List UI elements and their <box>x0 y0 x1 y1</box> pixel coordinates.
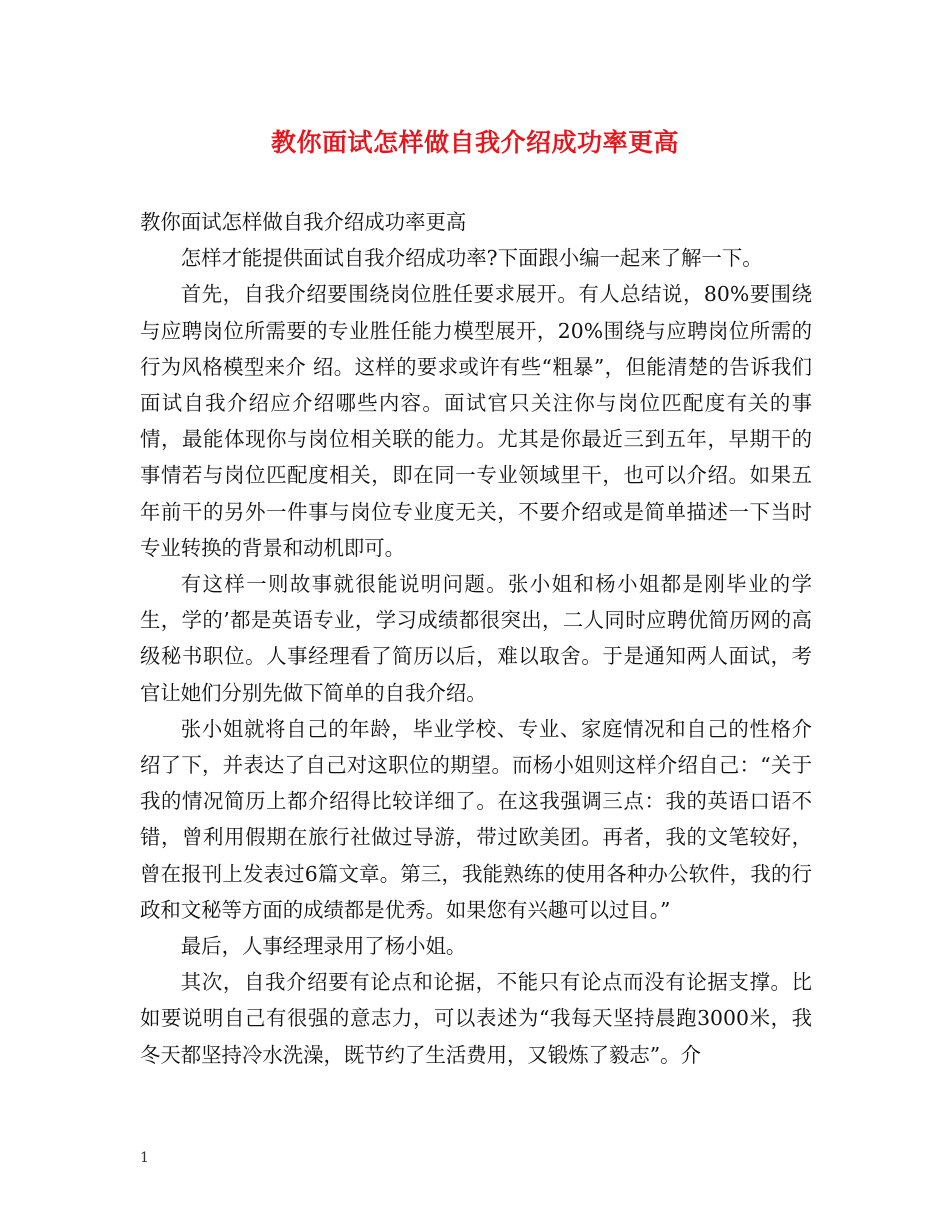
document-title: 教你面试怎样做自我介绍成功率更高 <box>270 128 679 157</box>
document-subtitle: 教你面试怎样做自我介绍成功率更高 <box>140 210 467 234</box>
paragraph-outcome: 最后，人事经理录用了杨小姐。 <box>180 934 467 959</box>
paragraph-second-point: 其次，自我介绍要有论点和论据，不能只有论点而没有论据支撑。比如要说明自己有很强的意志力，可以表述为“我每天坚持晨跑3000米，我冬天都坚持冷水洗澡，既节约了生活费用，又锻炼了毅志”。介 <box>140 970 812 1067</box>
paragraph-story: 有这样一则故事就很能说明问题。张小姐和杨小姐都是刚毕业的学生，学的’都是英语专业，学习成绩都很突出，二人同时应聘优简历网的高级秘书职位。人事经理看了简历以后，难以取舍。于是通知两人面试，考官让她们分别先做下简单的自我介绍。 <box>140 572 812 705</box>
paragraph-first-point: 首先，自我介绍要围绕岗位胜任要求展开。有人总结说，80%要围绕与应聘岗位所需要的专业胜任能力模型展开，20%围绕与应聘岗位所需的行为风格模型来介 绍。这样的要求或许有些“粗暴”，但能清楚的告诉我们面试自我介绍应介绍哪些内容。面试官只关注你与岗位匹配度有关的事情，最能体现你与岗位相关联的能力。尤其是你最近三到五年，早期干的事情若与岗位匹配度相关，即在同一专业领域里干，也可以介绍。如果五年前干的另外一件事与岗位专业度无关，不要介绍或是简单描述一下当时专业转换的背景和动机即可。 <box>140 282 812 560</box>
paragraph-self-introductions: 张小姐就将自己的年龄，毕业学校、专业、家庭情况和自己的性格介绍了下，并表达了自己对这职位的期望。而杨小姐则这样介绍自己：“关于我的情况简历上都介绍得比较详细了。在这我强调三点：我的英语口语不错，曾利用假期在旅行社做过导游，带过欧美团。再者，我的文笔较好，曾在报刊上发表过6篇文章。第三，我能熟练的使用各种办公软件，我的行政和文秘等方面的成绩都是优秀。如果您有兴趣可以过目。” <box>140 716 812 922</box>
document-body <box>140 204 812 1073</box>
page-number: 1 <box>140 1150 149 1166</box>
paragraph-intro: 怎样才能提供面试自我介绍成功率?下面跟小编一起来了解一下。 <box>180 246 763 271</box>
